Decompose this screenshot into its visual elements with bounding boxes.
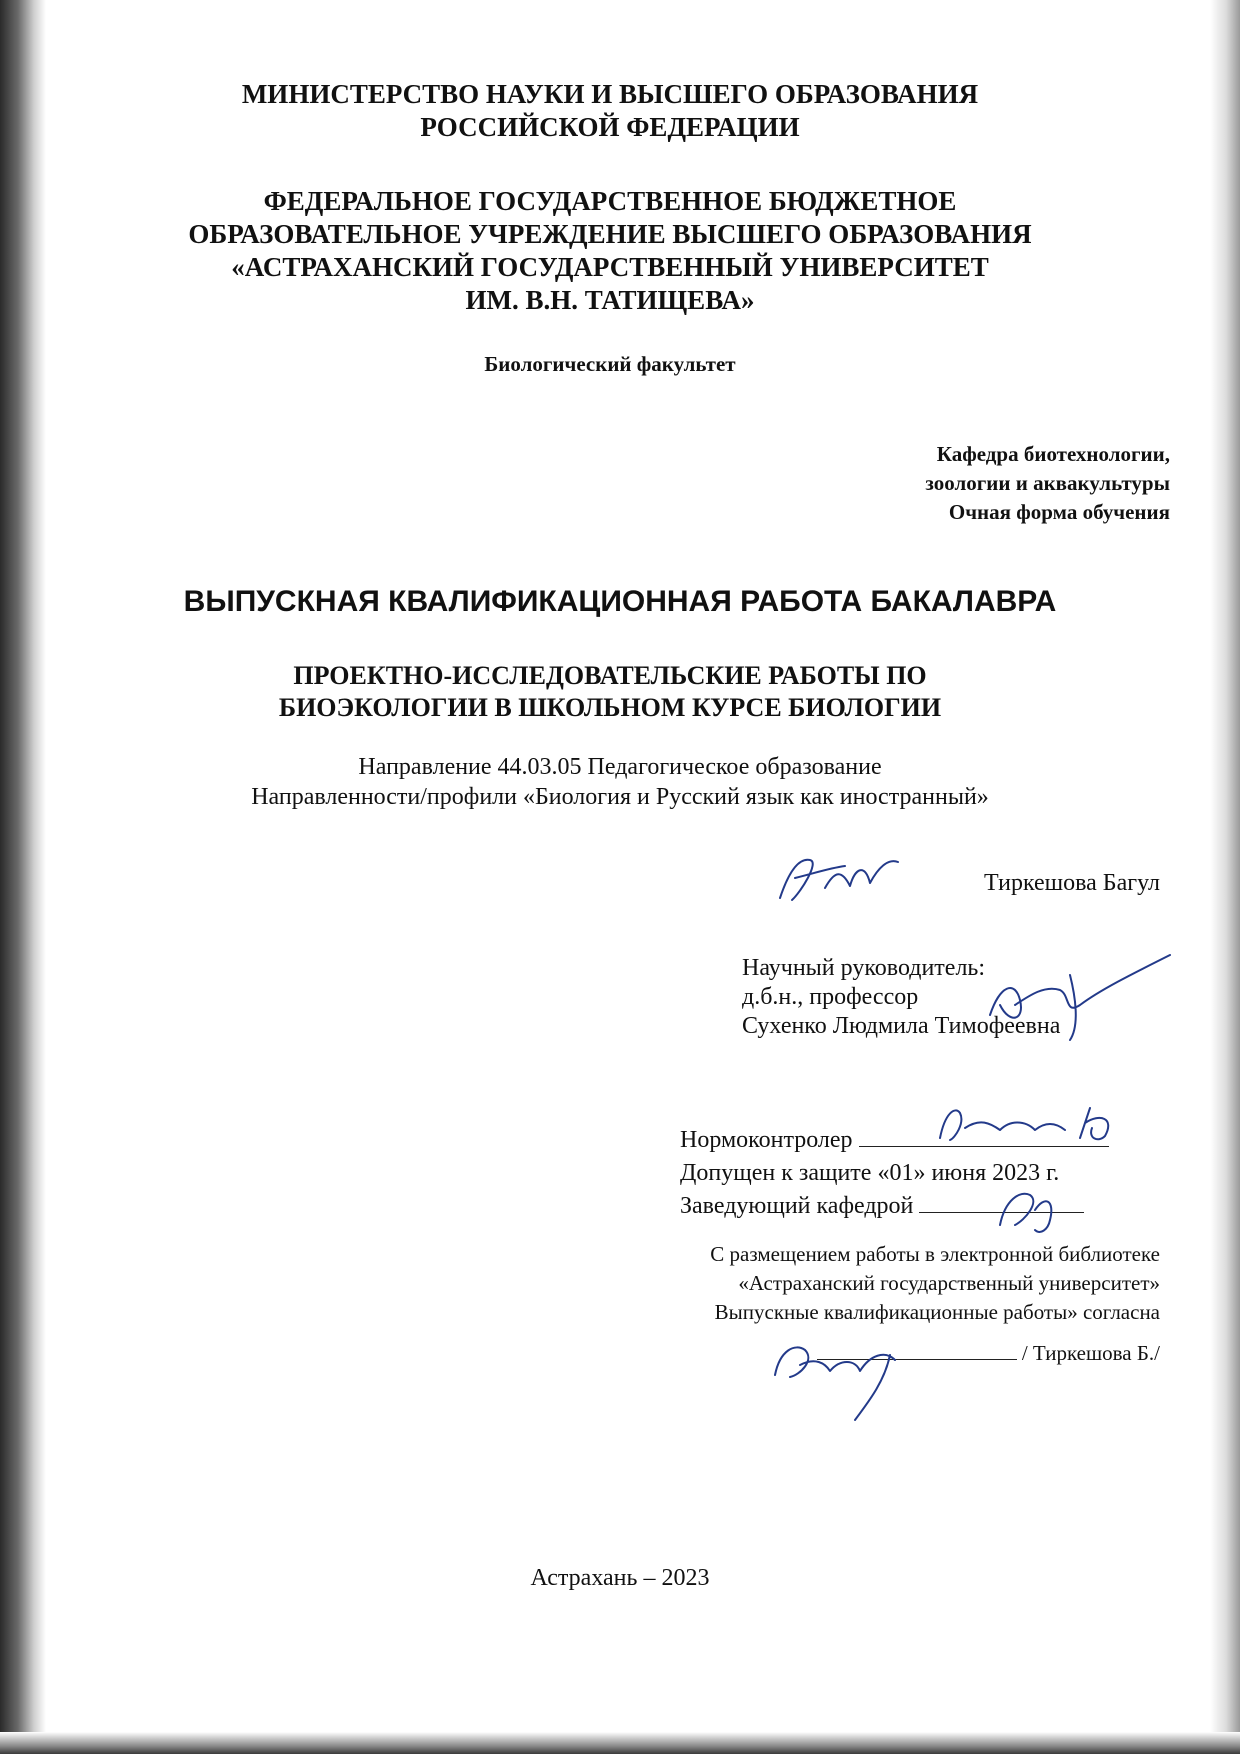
city-year: Астрахань – 2023 (530, 1565, 710, 1591)
institution-heading (150, 185, 1070, 317)
scan-edge-left (0, 0, 46, 1754)
study-form: Очная форма обучения (948, 500, 1170, 524)
topic-line-2: БИОЭКОЛОГИИ В ШКОЛЬНОМ КУРСЕ БИОЛОГИИ (278, 693, 942, 722)
department-block (650, 440, 1170, 527)
consent-signer: / Тиркешова Б./ (1021, 1341, 1160, 1365)
ministry-heading (150, 78, 1070, 144)
consent-line-1: С размещением работы в электронной библиотеке (710, 1242, 1160, 1266)
institution-line-4: ИМ. В.Н. ТАТИЩЕВА» (465, 285, 755, 315)
scan-edge-bottom (0, 1732, 1240, 1754)
thesis-topic (150, 660, 1070, 724)
department-line-1: Кафедра биотехнологии, (936, 442, 1170, 466)
admission-date: Допущен к защите «01» июня 2023 г. (680, 1160, 1060, 1186)
study-direction: Направление 44.03.05 Педагогическое образование (358, 754, 882, 780)
scan-edge-right (1210, 0, 1240, 1754)
department-line-2: зоологии и аквакультуры (925, 471, 1170, 495)
document-type: ВЫПУСКНАЯ КВАЛИФИКАЦИОННАЯ РАБОТА БАКАЛАВРА (183, 585, 1057, 618)
institution-line-1: ФЕДЕРАЛЬНОЕ ГОСУДАРСТВЕННОЕ БЮДЖЕТНОЕ (263, 186, 957, 216)
student-name: Тиркешова Багул (984, 870, 1160, 896)
normocontrol-label: Нормоконтролер (680, 1127, 853, 1153)
study-profile: Направленности/профили «Биология и Русский язык как иностранный» (251, 784, 989, 810)
direction-block (120, 752, 1120, 812)
consent-signature (760, 1335, 940, 1425)
faculty-name: Биологический факультет (484, 352, 736, 376)
ministry-line-2: РОССИЙСКОЙ ФЕДЕРАЦИИ (420, 112, 800, 142)
supervisor-name: Сухенко Людмила Тимофеевна (742, 1013, 1061, 1039)
topic-line-1: ПРОЕКТНО-ИССЛЕДОВАТЕЛЬСКИЕ РАБОТЫ ПО (293, 661, 927, 690)
consent-line-2: «Астраханский государственный университет» (738, 1271, 1160, 1295)
head-of-department-label: Заведующий кафедрой (680, 1193, 914, 1219)
institution-line-3: «АСТРАХАНСКИЙ ГОСУДАРСТВЕННЫЙ УНИВЕРСИТЕТ (231, 252, 989, 282)
supervisor-label: Научный руководитель: (742, 955, 986, 981)
consent-line-3: Выпускные квалификационные работы» согласна (714, 1300, 1160, 1324)
ministry-line-1: МИНИСТЕРСТВО НАУКИ И ВЫСШЕГО ОБРАЗОВАНИЯ (241, 79, 979, 109)
institution-line-2: ОБРАЗОВАТЕЛЬНОЕ УЧРЕЖДЕНИЕ ВЫСШЕГО ОБРАЗОВАНИЯ (188, 219, 1032, 249)
student-signature (770, 848, 920, 908)
supervisor-signature (970, 945, 1200, 1045)
head-signature (990, 1180, 1070, 1240)
supervisor-degree: д.б.н., профессор (742, 984, 919, 1010)
normocontrol-signature (930, 1098, 1130, 1150)
